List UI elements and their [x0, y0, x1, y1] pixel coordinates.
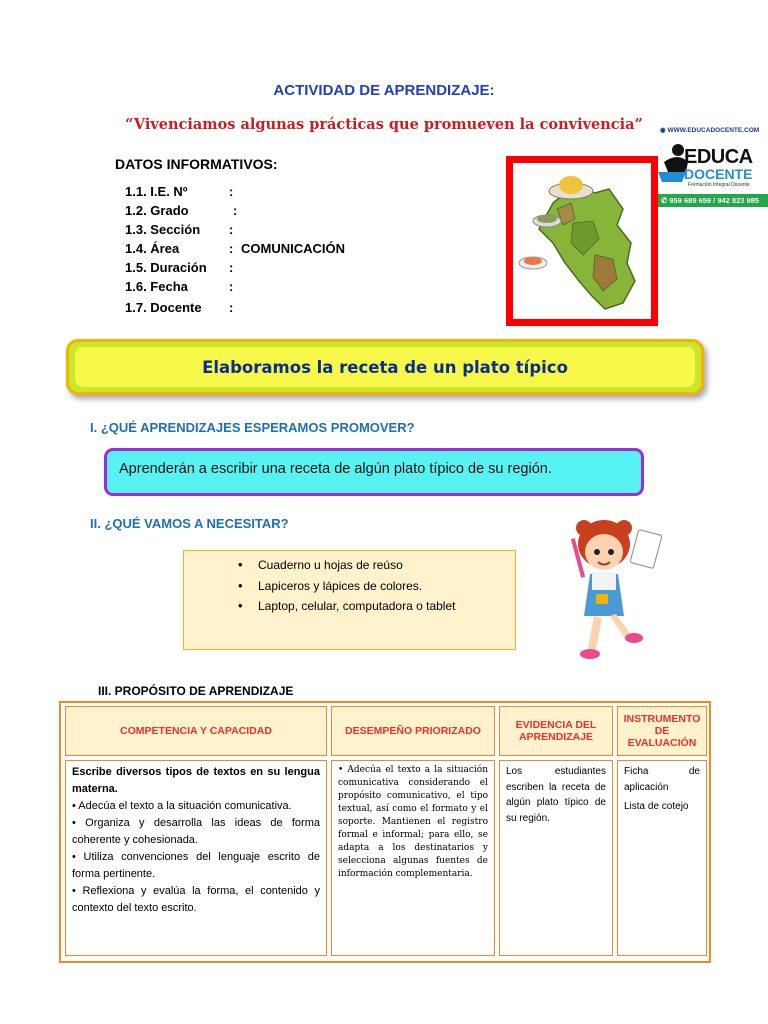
info-row-duracion — [125, 260, 241, 278]
brand-phone-text: 959 689 659 / 942 823 985 — [669, 196, 760, 205]
info-row-area — [125, 241, 345, 259]
materials-box — [183, 550, 516, 650]
competencia-item: • Reflexiona y evalúa la forma, el contenido y contexto del texto escrito. — [72, 885, 320, 915]
header-desempeno: DESEMPEÑO PRIORIZADO — [331, 706, 495, 756]
girl-illustration — [562, 512, 666, 676]
section3-title: III. PROPÓSITO DE APRENDIZAJE — [98, 684, 294, 698]
brand-sub: DOCENTE — [684, 166, 753, 182]
proposito-table — [59, 701, 711, 963]
evidencia-cell: Los estudiantes escriben la receta de algún plato típico de su región. — [499, 760, 613, 956]
learning-goal-text: Aprenderán a escribir una receta de algún plato típico de su región. — [119, 461, 552, 477]
info-value: COMUNICACIÓN — [241, 241, 345, 256]
page-title: ACTIVIDAD DE APRENDIZAJE: — [273, 82, 495, 99]
info-colon: : — [229, 222, 234, 237]
info-row-seccion — [125, 222, 241, 240]
header-evidencia: EVIDENCIA DEL APRENDIZAJE — [499, 706, 613, 756]
session-title-banner — [66, 339, 704, 395]
materials-list — [184, 551, 515, 620]
competencia-item: • Adecúa el texto a la situación comunicativa. — [72, 800, 292, 813]
brand-url-text: WWW.EDUCADOCENTE.COM — [667, 127, 760, 134]
whatsapp-icon: ✆ — [661, 196, 670, 205]
info-label: 1.5. Duración — [125, 260, 207, 275]
info-colon: : — [233, 203, 238, 218]
info-row-fecha — [125, 279, 241, 297]
instrumento-item: Ficha de aplicación — [624, 766, 700, 793]
girl-writing-icon — [562, 512, 666, 676]
list-item: • Lapiceros y lápices de colores. — [258, 579, 515, 600]
peru-map-icon — [513, 163, 651, 319]
info-label: 1.2. Grado — [125, 203, 189, 218]
banner-text: Elaboramos la receta de un plato típico — [202, 358, 568, 377]
info-row-grado — [125, 203, 245, 221]
instrumento-item: Lista de cotejo — [624, 801, 689, 812]
brand-phone — [658, 194, 768, 207]
brand-url — [660, 126, 759, 134]
info-row-ie — [125, 184, 241, 202]
competencia-cell — [65, 760, 327, 956]
info-label: 1.3. Sección — [125, 222, 201, 237]
brand-tagline: Formación Integral Docente — [688, 182, 750, 188]
competencia-item: • Utiliza convenciones del lenguaje escrito de forma pertinente. — [72, 851, 320, 881]
list-item: • Laptop, celular, computadora o tablet — [258, 599, 515, 620]
info-label: 1.1. I.E. Nº — [125, 184, 188, 199]
header-instrumento: INSTRUMENTO DE EVALUACIÓN — [617, 706, 707, 756]
instrumento-cell — [617, 760, 707, 956]
activity-subtitle: “Vivenciamos algunas prácticas que promueven la convivencia” — [125, 116, 643, 133]
globe-icon: ◉ — [660, 127, 668, 134]
info-label: 1.6. Fecha — [125, 279, 188, 294]
peru-food-map-image — [506, 156, 658, 326]
competencia-item: • Organiza y desarrolla las ideas de forma coherente y cohesionada. — [72, 817, 320, 847]
competencia-title: Escribe diversos tipos de textos en su lengua materna. — [72, 766, 320, 796]
info-colon: : — [229, 184, 234, 199]
info-label: 1.7. Docente — [125, 300, 202, 315]
educadocente-logo — [656, 124, 768, 214]
brand-name: EDUCA — [684, 146, 753, 168]
header-competencia: COMPETENCIA Y CAPACIDAD — [65, 706, 327, 756]
info-colon: : — [229, 300, 234, 315]
desempeno-cell: • Adecúa el texto a la situación comunicativa considerando el propósito comunicativo, el tipo textual, así como el formato y el soporte. Mantienen el registro formal e informal; para ello, se adapta a los destinatarios y selecciona algunas fuentes de información complementaria. — [331, 760, 495, 956]
info-colon: : — [229, 279, 234, 294]
info-row-docente — [125, 300, 241, 318]
section1-title: I. ¿QUÉ APRENDIZAJES ESPERAMOS PROMOVER? — [90, 420, 415, 435]
info-label: 1.4. Área — [125, 241, 180, 256]
datos-title: DATOS INFORMATIVOS: — [115, 156, 278, 172]
section2-title: II. ¿QUÉ VAMOS A NECESITAR? — [90, 516, 289, 531]
list-item: • Cuaderno u hojas de reúso — [258, 558, 515, 579]
learning-goal-box — [104, 448, 644, 496]
info-colon: : — [229, 260, 234, 275]
info-colon: : — [229, 241, 234, 256]
